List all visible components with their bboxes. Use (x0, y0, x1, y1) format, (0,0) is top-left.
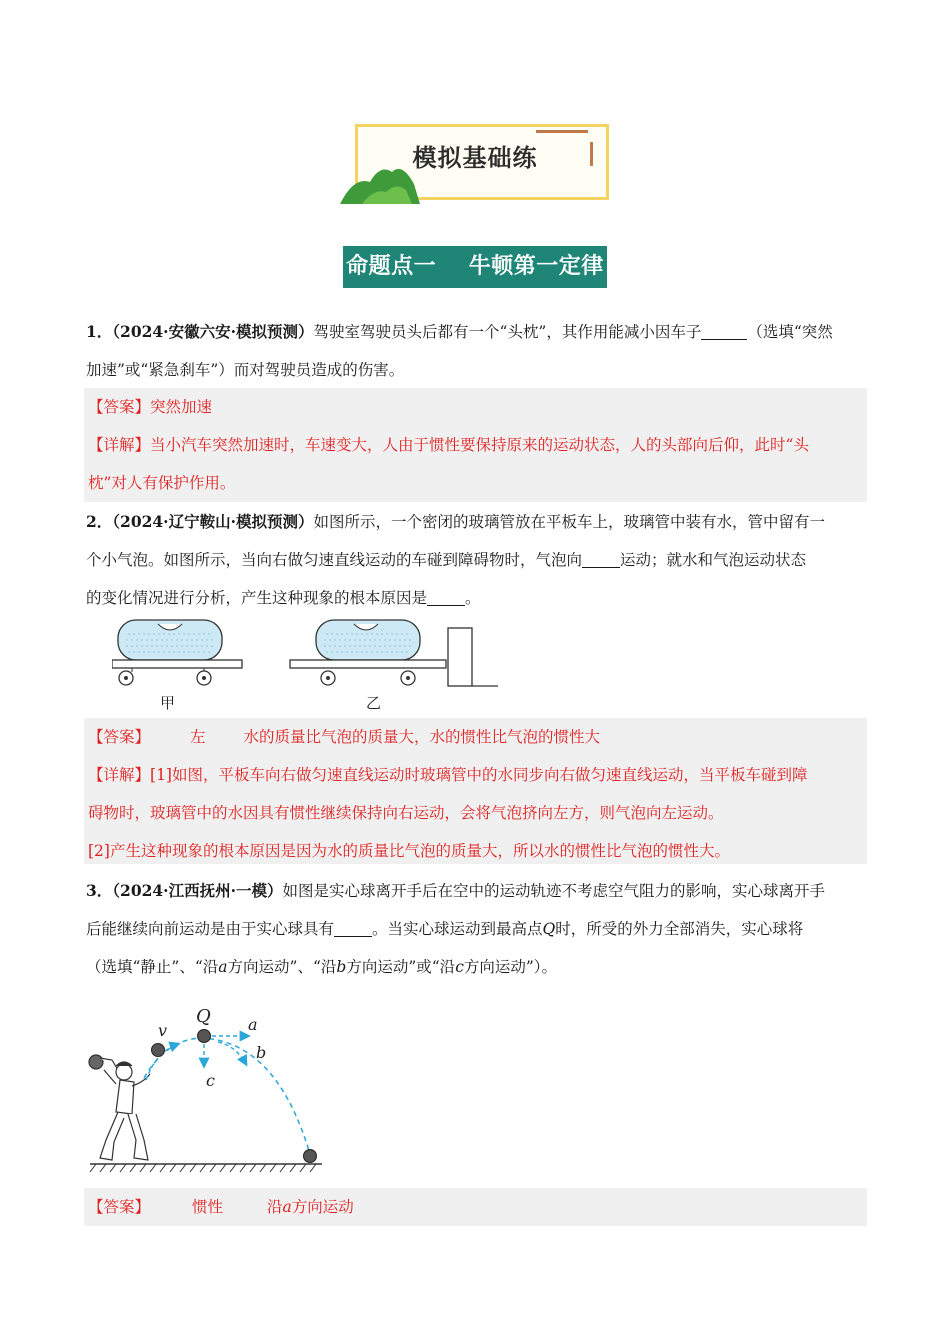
q2-line2-a: 个小气泡。如图所示，当向右做匀速直线运动的车碰到障碍物时，气泡向 (86, 551, 583, 569)
q3-line2-b: 。当实心球运动到最高点 (372, 920, 543, 938)
label-c: c (206, 1071, 215, 1090)
q3-blank (334, 918, 372, 937)
q2-answer-2: 水的质量比气泡的质量大，水的惯性比气泡的惯性大 (243, 728, 601, 746)
q3-answer-2-v: a (282, 1198, 292, 1216)
q3-number: 3． (86, 881, 113, 900)
cart-left (112, 620, 242, 685)
q3-line2-c: 时，所受的外力全部消失，实心球将 (555, 920, 804, 938)
q2-line3-a: 的变化情况进行分析，产生这种现象的根本原因是 (86, 589, 428, 607)
q3-source: （2024·江西抚州·一模） (112, 881, 283, 900)
q3-answer-2-b: 方向运动 (291, 1198, 354, 1216)
q2-detail-line3: [2]产生这种现象的根本原因是因为水的质量比气泡的质量大，所以水的惯性比气泡的惯性大。 (88, 842, 730, 860)
q3-line3-b: 方向运动”、“沿 (227, 958, 337, 976)
q2-detail-line1: [1]如图，平板车向右做匀速直线运动时玻璃管中的水同步向右做匀速直线运动，当平板车碰到障 (150, 766, 808, 784)
q2-number: 2． (86, 512, 113, 531)
q2-blank-1 (582, 549, 620, 568)
q1-detail-label: 【详解】 (88, 436, 151, 454)
q1-detail-line2: 枕”对人有保护作用。 (88, 474, 236, 492)
q3-answer-box (84, 1188, 867, 1226)
fig-label-yi: 乙 (366, 694, 382, 712)
question-1 (86, 313, 870, 389)
q3-line3-va: a (218, 958, 228, 976)
question-3 (86, 872, 870, 986)
shot-put-figure (86, 1000, 336, 1180)
q1-blank (701, 321, 747, 340)
q3-line2-a: 后能继续向前运动是由于实心球具有 (86, 920, 335, 938)
question-2 (86, 503, 870, 617)
q3-line3-d: 方向运动”）。 (463, 958, 558, 976)
label-a: a (248, 1015, 258, 1034)
q3-line3-a: （选填“静止”、“沿 (86, 958, 219, 976)
label-b: b (256, 1043, 267, 1062)
q1-detail-line1: 当小汽车突然加速时，车速变大，人由于惯性要保持原来的运动状态，人的头部向后仰，此时“头 (150, 436, 809, 454)
q1-answer-label: 【答案】 (88, 398, 151, 416)
q2-line2-b: 运动；就水和气泡运动状态 (620, 551, 807, 569)
q2-answer-1: 左 (190, 728, 206, 746)
q2-line1: 如图所示，一个密闭的玻璃管放在平板车上，玻璃管中装有水，管中留有一 (313, 513, 825, 531)
banner-title: 模拟基础练 (412, 144, 538, 172)
q3-answer-label: 【答案】 (88, 1198, 151, 1216)
q2-blank-2 (427, 587, 465, 606)
q1-answer-box (84, 388, 867, 502)
q2-detail-label: 【详解】 (88, 766, 151, 784)
athlete (89, 1055, 150, 1160)
q1-line2: 加速”或“紧急刹车”）而对驾驶员造成的伤害。 (86, 361, 405, 379)
q1-number: 1． (86, 322, 113, 341)
q3-line2-q: Q (542, 920, 556, 938)
section-title: 命题点一 牛顿第一定律 (343, 246, 607, 288)
q3-line1: 如图是实心球离开手后在空中的运动轨迹不考虑空气阻力的影响，实心球离开手 (282, 882, 825, 900)
q1-text-b: （选填“突然 (747, 323, 833, 341)
label-v: v (158, 1021, 168, 1040)
q2-source: （2024·辽宁鞍山·模拟预测） (112, 512, 314, 531)
q2-detail-line2: 碍物时，玻璃管中的水因具有惯性继续保持向右运动，会将气泡挤向左方，则气泡向左运动。 (88, 804, 724, 822)
q3-line3-vb: b (336, 958, 347, 976)
q3-line3-c: 方向运动”或“沿 (346, 958, 456, 976)
q1-answer: 突然加速 (150, 398, 213, 416)
fig-label-jia: 甲 (160, 694, 176, 712)
label-q: Q (196, 1006, 211, 1027)
q3-answer-2-a: 沿 (267, 1198, 283, 1216)
q1-source: （2024·安徽六安·模拟预测） (112, 322, 314, 341)
practice-banner (340, 118, 610, 206)
q3-line3-vc: c (455, 958, 464, 976)
cart-right (290, 620, 498, 686)
q1-text-a: 驾驶室驾驶员头后都有一个“头枕”，其作用能减小因车子 (313, 323, 702, 341)
q2-line3-b: 。 (465, 589, 481, 607)
q3-answer-1: 惯性 (192, 1198, 224, 1216)
q2-answer-box (84, 718, 867, 864)
q2-answer-label: 【答案】 (88, 728, 151, 746)
cart-tube-figure (112, 618, 502, 694)
